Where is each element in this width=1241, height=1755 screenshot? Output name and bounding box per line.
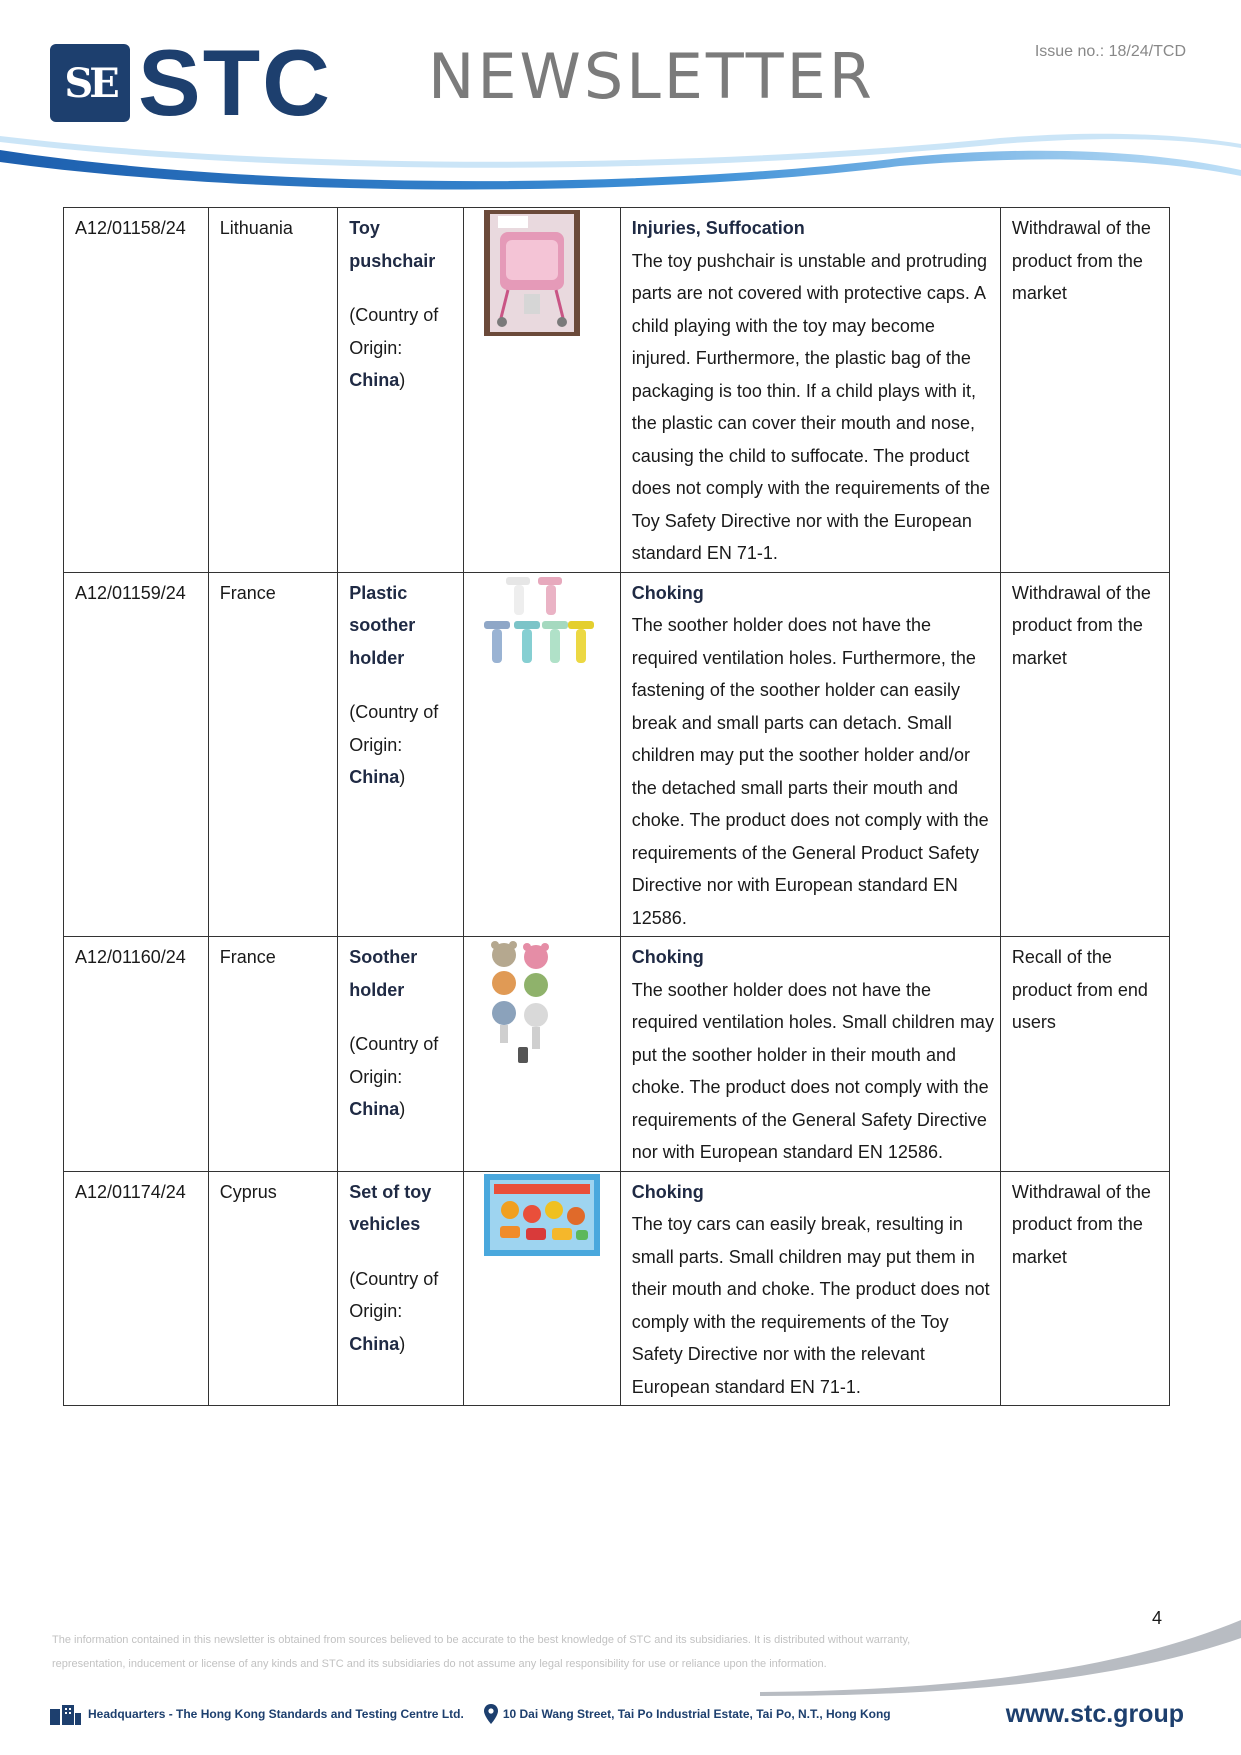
country-of-origin — [349, 1028, 455, 1126]
pink-toy-pushchair-in-packaging-photo — [484, 320, 580, 340]
product-cell — [338, 572, 464, 937]
pastel-soother-clips-photo — [484, 655, 594, 675]
country-of-origin — [349, 299, 455, 397]
alert-number: A12/01159/24 — [64, 572, 209, 937]
risk-type: Choking — [631, 582, 704, 603]
product-image-cell — [463, 208, 620, 573]
rapex-alert-table — [63, 207, 1170, 1406]
measures-taken: Withdrawal of the product from the market — [1000, 1171, 1169, 1406]
product-cell — [338, 1171, 464, 1406]
measures-taken: Withdrawal of the product from the market — [1000, 208, 1169, 573]
origin-country: China — [349, 1099, 400, 1119]
boxed-toy-vehicle-set-photo — [484, 1240, 600, 1260]
origin-country: China — [349, 767, 400, 787]
product-name: Toy pushchair — [349, 218, 436, 271]
product-cell — [338, 937, 464, 1172]
page-number: 4 — [1152, 1608, 1163, 1628]
measures-taken: Recall of the product from end users — [1000, 937, 1169, 1172]
notifying-country: Lithuania — [208, 208, 337, 573]
risk-description-cell — [620, 937, 1000, 1172]
product-name: Soother holder — [349, 947, 418, 1000]
origin-label: (Country of Origin: — [349, 1268, 439, 1321]
origin-country: China — [349, 370, 400, 390]
risk-description-cell — [620, 1171, 1000, 1406]
website-link[interactable]: www.stc.group — [1005, 1699, 1184, 1728]
product-image-cell — [463, 1171, 620, 1406]
risk-description: The soother holder does not have the required ventilation holes. Furthermore, the fastening of the soother holder can easily break and small parts can detach. Small children may put the soother holder and/or the detached small parts their mouth and choke. The product does not comply with the requirements of the General Product Safety Directive nor with European standard EN 12586. — [631, 615, 989, 928]
headquarters-text: Headquarters - The Hong Kong Standards and Testing Centre Ltd. — [88, 1707, 464, 1721]
notifying-country: France — [208, 572, 337, 937]
issue-number: Issue no.: 18/24/TCD — [1034, 43, 1186, 60]
alert-number: A12/01160/24 — [64, 937, 209, 1172]
notifying-country: France — [208, 937, 337, 1172]
newsletter-title: NEWSLETTER — [428, 40, 875, 113]
building-icon — [48, 1703, 82, 1725]
product-image-cell — [463, 937, 620, 1172]
origin-label: (Country of Origin: — [349, 305, 439, 358]
risk-description-cell — [620, 208, 1000, 573]
risk-description: The toy cars can easily break, resulting in small parts. Small children may put them in their mouth and choke. The product does not comply with the requirements of the Toy Safety Directive nor with the relevant European standard EN 71-1. — [631, 1214, 990, 1397]
disclaimer: The information contained in this newsletter is obtained from sources believed to be accurate to the best knowledge of STC and its subsidiaries. It is distributed without warranty, representation, inducement or license of any kinds and STC and its subsidiaries do not assume any legal responsibility for use or reliance upon the information. — [52, 1634, 911, 1670]
table-row — [64, 1171, 1170, 1406]
origin-label: (Country of Origin: — [349, 702, 439, 755]
address — [484, 1704, 891, 1724]
footer-bar — [48, 1698, 1188, 1730]
alert-number: A12/01174/24 — [64, 1171, 209, 1406]
origin-country: China — [349, 1333, 400, 1354]
product-name: Set of toy vehicles — [349, 1181, 432, 1234]
measures-taken: Withdrawal of the product from the market — [1000, 572, 1169, 937]
origin-close: ) — [399, 767, 406, 787]
risk-type: Choking — [631, 1181, 704, 1202]
product-name: Plastic soother holder — [349, 582, 416, 668]
product-cell — [338, 208, 464, 573]
origin-close: ) — [399, 1099, 406, 1119]
risk-description: The soother holder does not have the required ventilation holes. Small children may put the soother holder in their mouth and choke. The product does not comply with the requirements of the General Safety Directive nor with European standard EN 12586. — [631, 979, 994, 1162]
notifying-country: Cyprus — [208, 1171, 337, 1406]
country-of-origin — [349, 1263, 455, 1361]
risk-type: Choking — [631, 947, 704, 967]
table-row — [64, 572, 1170, 937]
country-of-origin — [349, 696, 455, 794]
address-text: 10 Dai Wang Street, Tai Po Industrial Estate, Tai Po, N.T., Hong Kong — [502, 1707, 891, 1721]
map-pin-icon — [484, 1704, 498, 1724]
origin-close: ) — [399, 370, 406, 390]
animal-soother-holders-photo — [484, 1049, 560, 1069]
headquarters — [48, 1703, 464, 1725]
origin-close: ) — [399, 1333, 406, 1354]
alert-number: A12/01158/24 — [64, 208, 209, 573]
origin-label: (Country of Origin: — [349, 1034, 439, 1087]
stc-logo-mark: SE — [50, 44, 130, 122]
header-swoosh — [0, 128, 1241, 198]
product-image-cell — [463, 572, 620, 937]
table-row — [64, 937, 1170, 1172]
risk-description: The toy pushchair is unstable and protruding parts are not covered with protective caps. A child playing with the toy may become injured. Furthermore, the plastic bag of the packaging is too thin. If a child plays with it, the plastic can cover their mouth and nose, causing the child to suffocate. The product does not comply with the requirements of the Toy Safety Directive nor with the European standard EN 71-1. — [631, 250, 990, 563]
stc-logo — [50, 30, 332, 135]
table-row — [64, 208, 1170, 573]
stc-logo-text: STC — [138, 30, 332, 135]
risk-description-cell — [620, 572, 1000, 937]
risk-type: Injuries, Suffocation — [631, 218, 805, 238]
